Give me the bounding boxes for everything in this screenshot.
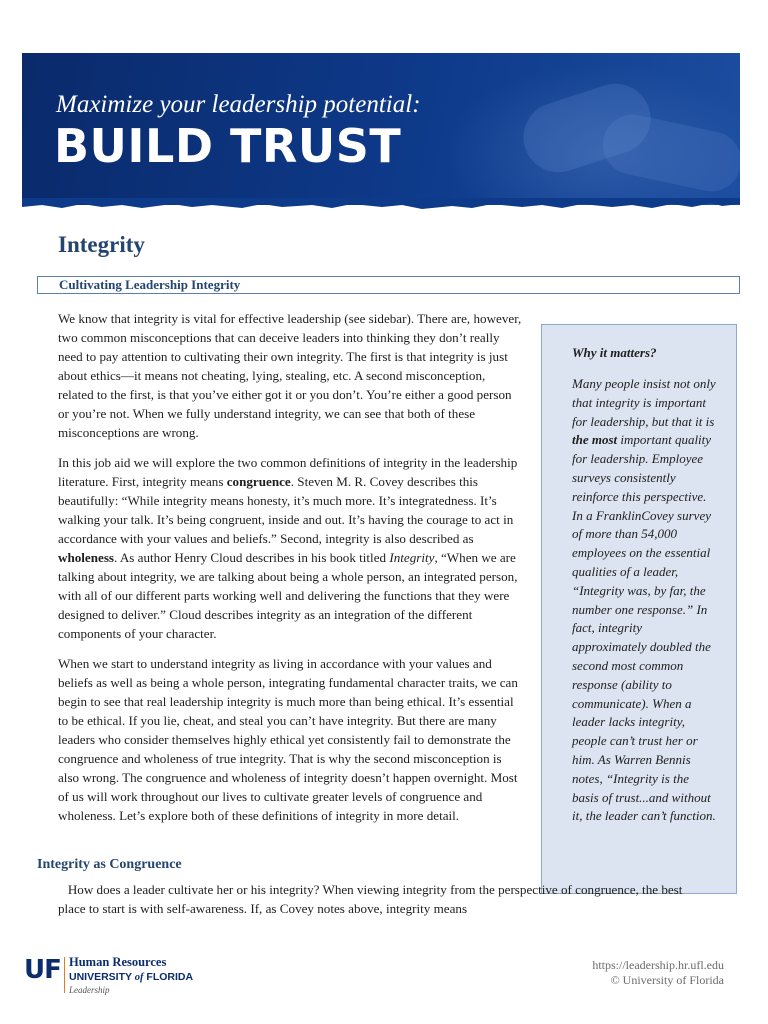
header-banner xyxy=(22,53,740,205)
page-heading: Integrity xyxy=(58,232,145,257)
sidebar-body: Many people insist not only that integrity is important for leadership, but that it is the most important quality for leadership. Employee surveys consistently reinforce this perspective. In a FranklinCovey survey of more than 54,000 employees on the essential qualities of a leader, “Integrity was, by far, the number one response.” In fact, integrity approximately doubled the second most common response (ability to communicate). When a leader lacks integrity, people can’t trust her or him. As Warren Bennis notes, “Integrity is the basis of trust...and without it, the leader can’t function. xyxy=(572,376,716,824)
logo-divider xyxy=(64,957,65,993)
banner-torn-edge xyxy=(22,198,740,212)
unit-name: Leadership xyxy=(69,985,110,995)
paragraph-3: When we start to understand integrity as living in accordance with your values and beliefs as well as being a whole person, integrating fundamental character traits, we can begin to see that real leadership integrity is much more than being ethical. It’s essential to be ethical. If you lie, cheat, and steal you can’t have integrity. But there are many leaders who consider themselves highly ethical yet consistently fail to demonstrate the congruence and wholeness of true integrity. That is why the second misconception is also wrong. The congruence and wholeness of integrity doesn’t happen overnight. Most of us will work throughout our lives to cultivate greater levels of congruence and wholeness. Let’s explore both of these definitions of integrity in more detail. xyxy=(58,656,518,823)
section-label: Cultivating Leadership Integrity xyxy=(59,277,241,292)
university-name: UNIVERSITY of FLORIDA xyxy=(69,971,194,983)
sidebar-why-it-matters xyxy=(541,324,737,894)
term-congruence: congruence xyxy=(226,474,291,489)
paragraph-1: We know that integrity is vital for effective leadership (see sidebar). There are, however, two common misconceptions that can deceive leaders into thinking they don’t really need to pay attention to cultivating their own integrity. The first is that integrity is just about ethics—it means not cheating, lying, stealing, etc. A second misconception, related to the first, is that you’ve either got it or you don’t. You’re either a good person or you’re not. When we fully understand integrity, we can see that both of these misconceptions are wrong. xyxy=(58,311,522,440)
uf-logo-mark: UF xyxy=(24,955,61,985)
footer-credits xyxy=(560,958,724,988)
department-name: Human Resources xyxy=(69,955,167,969)
subheading-congruence: Integrity as Congruence xyxy=(37,857,182,872)
term-wholeness: wholeness xyxy=(58,550,115,565)
section-label-bar xyxy=(37,276,740,294)
sidebar-emphasis: the most xyxy=(572,432,618,448)
banner-title: BUILD TRUST xyxy=(54,119,402,173)
footer-url[interactable]: https://leadership.hr.ufl.edu xyxy=(592,958,724,972)
main-text-column xyxy=(58,309,524,836)
paragraph-4: How does a leader cultivate her or his integrity? When viewing integrity from the perspective of congruence, the best place to start is with self-awareness. If, as Covey notes above, integrity means xyxy=(58,882,683,916)
paragraph-2: In this job aid we will explore the two common definitions of integrity in the leadership literature. First, integrity means congruence. Steven M. R. Covey describes this beautifully: “While integrity means honesty, it’s much more. It’s integratedness. It’s walking your talk. It’s being congruent, inside and out. It’s having the courage to act in accordance with your values and beliefs.” Second, integrity is also described as wholeness. As author Henry Cloud describes in his book titled Integrity, “When we are talking about integrity, we are talking about being a whole person, an integrated person, with all of our different parts working well and delivering the functions that they were designed to deliver.” Cloud describes integrity as an integration of the different components of your character. xyxy=(58,455,518,641)
book-title: Integrity xyxy=(389,550,435,565)
sidebar-heading: Why it matters? xyxy=(572,345,657,360)
footer-copyright: © University of Florida xyxy=(610,973,724,987)
banner-subtitle: Maximize your leadership potential: xyxy=(56,91,421,118)
uf-hr-logo xyxy=(24,955,224,997)
